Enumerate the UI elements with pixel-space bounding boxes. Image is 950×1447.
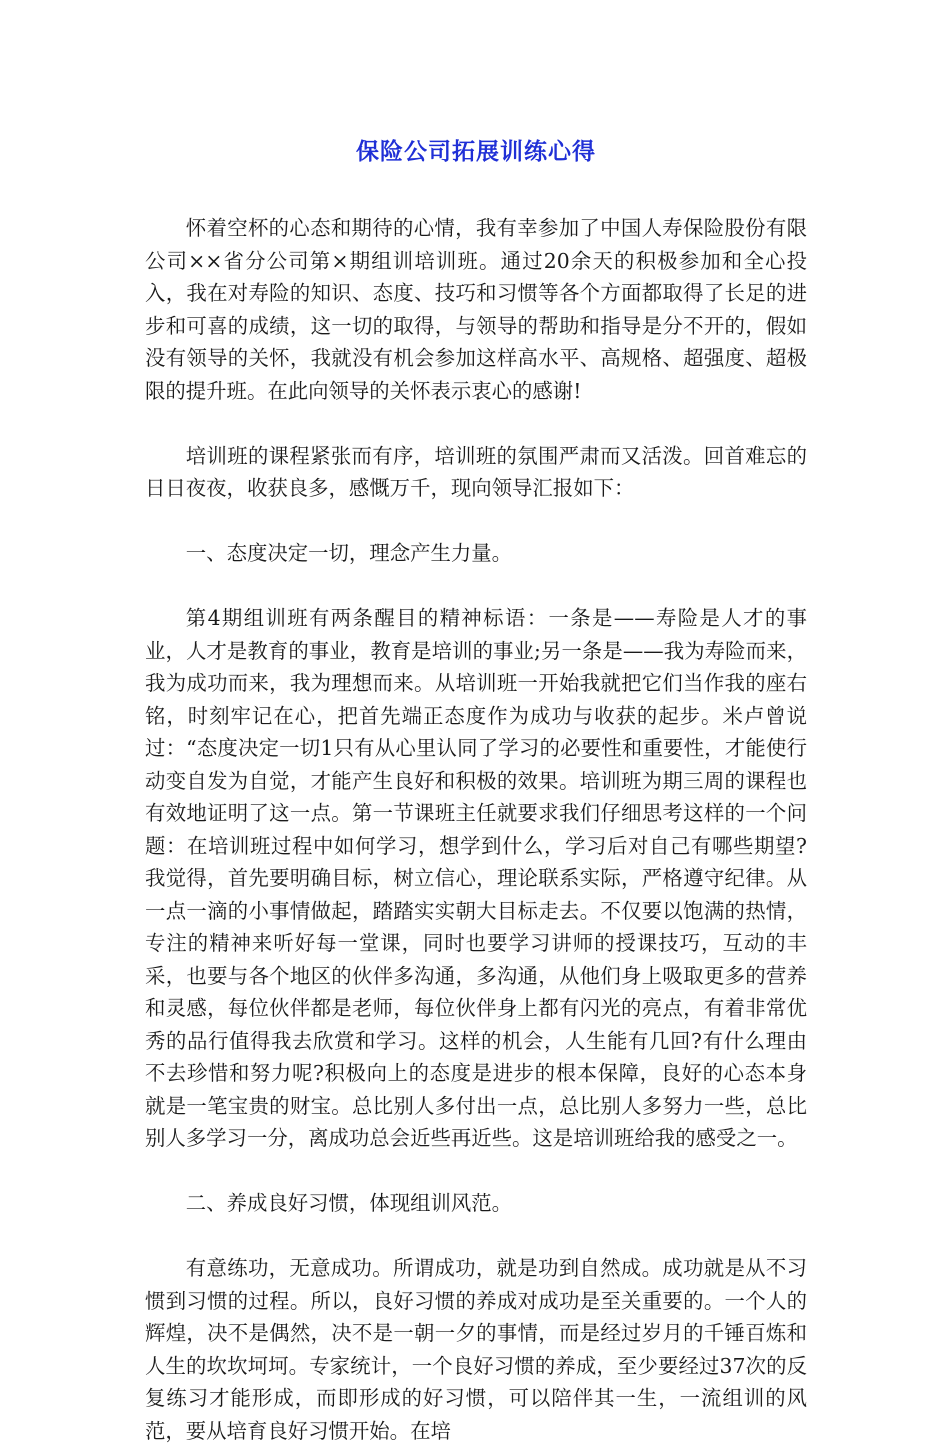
paragraph-gap: [145, 505, 807, 538]
document-title: 保险公司拓展训练心得: [356, 139, 596, 165]
section-heading-2: 二、养成良好习惯，体现组训风范。: [185, 1191, 513, 1215]
paragraph-overview: 培训班的课程紧张而有序，培训班的氛围严肃而又活泼。回首难忘的日日夜夜，收获良多，感慨万千，现向领导汇报如下：: [145, 443, 807, 500]
paragraph-gap: [145, 1220, 807, 1253]
paragraph-attitude: 第4期组训班有两条醒目的精神标语：一条是——寿险是人才的事业，人才是教育的事业，教育是培训的事业;另一条是——我为寿险而来，我为成功而来，我为理想而来。从培训班一开始我就把它们当作我的座右铭，时刻牢记在心，把首先端正态度作为成功与收获的起步。米卢曾说过：“态度决定一切1只有从心里认同了学习的必要性和重要性，才能使行动变自发为自觉，才能产生良好和积极的效果。培训班为期三周的课程也有效地证明了这一点。第一节课班主任就要求我们仔细思考这样的一个问题：在培训班过程中如何学习，想学到什么，学习后对自己有哪些期望?我觉得，首先要明确目标，树立信心，理论联系实际，严格遵守纪律。从一点一滴的小事情做起，踏踏实实朝大目标走去。不仅要以饱满的热情，专注的精神来听好每一堂课，同时也要学习讲师的授课技巧，互动的丰采，也要与各个地区的伙伴多沟通，多沟通，从他们身上吸取更多的营养和灵感，每位伙伴都是老师，每位伙伴身上都有闪光的亮点，有着非常优秀的品行值得我去欣赏和学习。这样的机会，人生能有几回?有什么理由不去珍惜和努力呢?积极向上的态度是进步的根本保障，良好的心态本身就是一笔宝贵的财宝。总比别人多付出一点，总比别人多努力一些，总比别人多学习一分，离成功总会近些再近些。这是培训班给我的感受之一。: [145, 606, 807, 1150]
paragraph-habits: 有意练功，无意成功。所谓成功，就是功到自然成。成功就是从不习惯到习惯的过程。所以，良好习惯的养成对成功是至关重要的。一个人的辉煌，决不是偶然，决不是一朝一夕的事情，而是经过岁月的千锤百炼和人生的坎坎坷坷。专家统计，一个良好习惯的养成，至少要经过37次的反复练习才能形成，而即形成的好习惯，可以陪伴其一生，一流组训的风范，要从培育良好习惯开始。在培: [145, 1256, 807, 1443]
paragraph-intro: 怀着空杯的心态和期待的心情，我有幸参加了中国人寿保险股份有限公司××省分公司第×期组训培训班。通过20余天的积极参加和全心投入，我在对寿险的知识、态度、技巧和习惯等各个方面都取得了长足的进步和可喜的成绩，这一切的取得，与领导的帮助和指导是分不开的，假如没有领导的关怀，我就没有机会参加这样高水平、高规格、超强度、超极限的提升班。在此向领导的关怀表示衷心的感谢!: [145, 216, 807, 403]
paragraph-gap: [145, 407, 807, 440]
paragraph-gap: [145, 570, 807, 603]
document-page: [145, 128, 807, 1447]
paragraph-gap: [145, 1155, 807, 1188]
section-heading-1: 一、态度决定一切，理念产生力量。: [185, 541, 513, 565]
